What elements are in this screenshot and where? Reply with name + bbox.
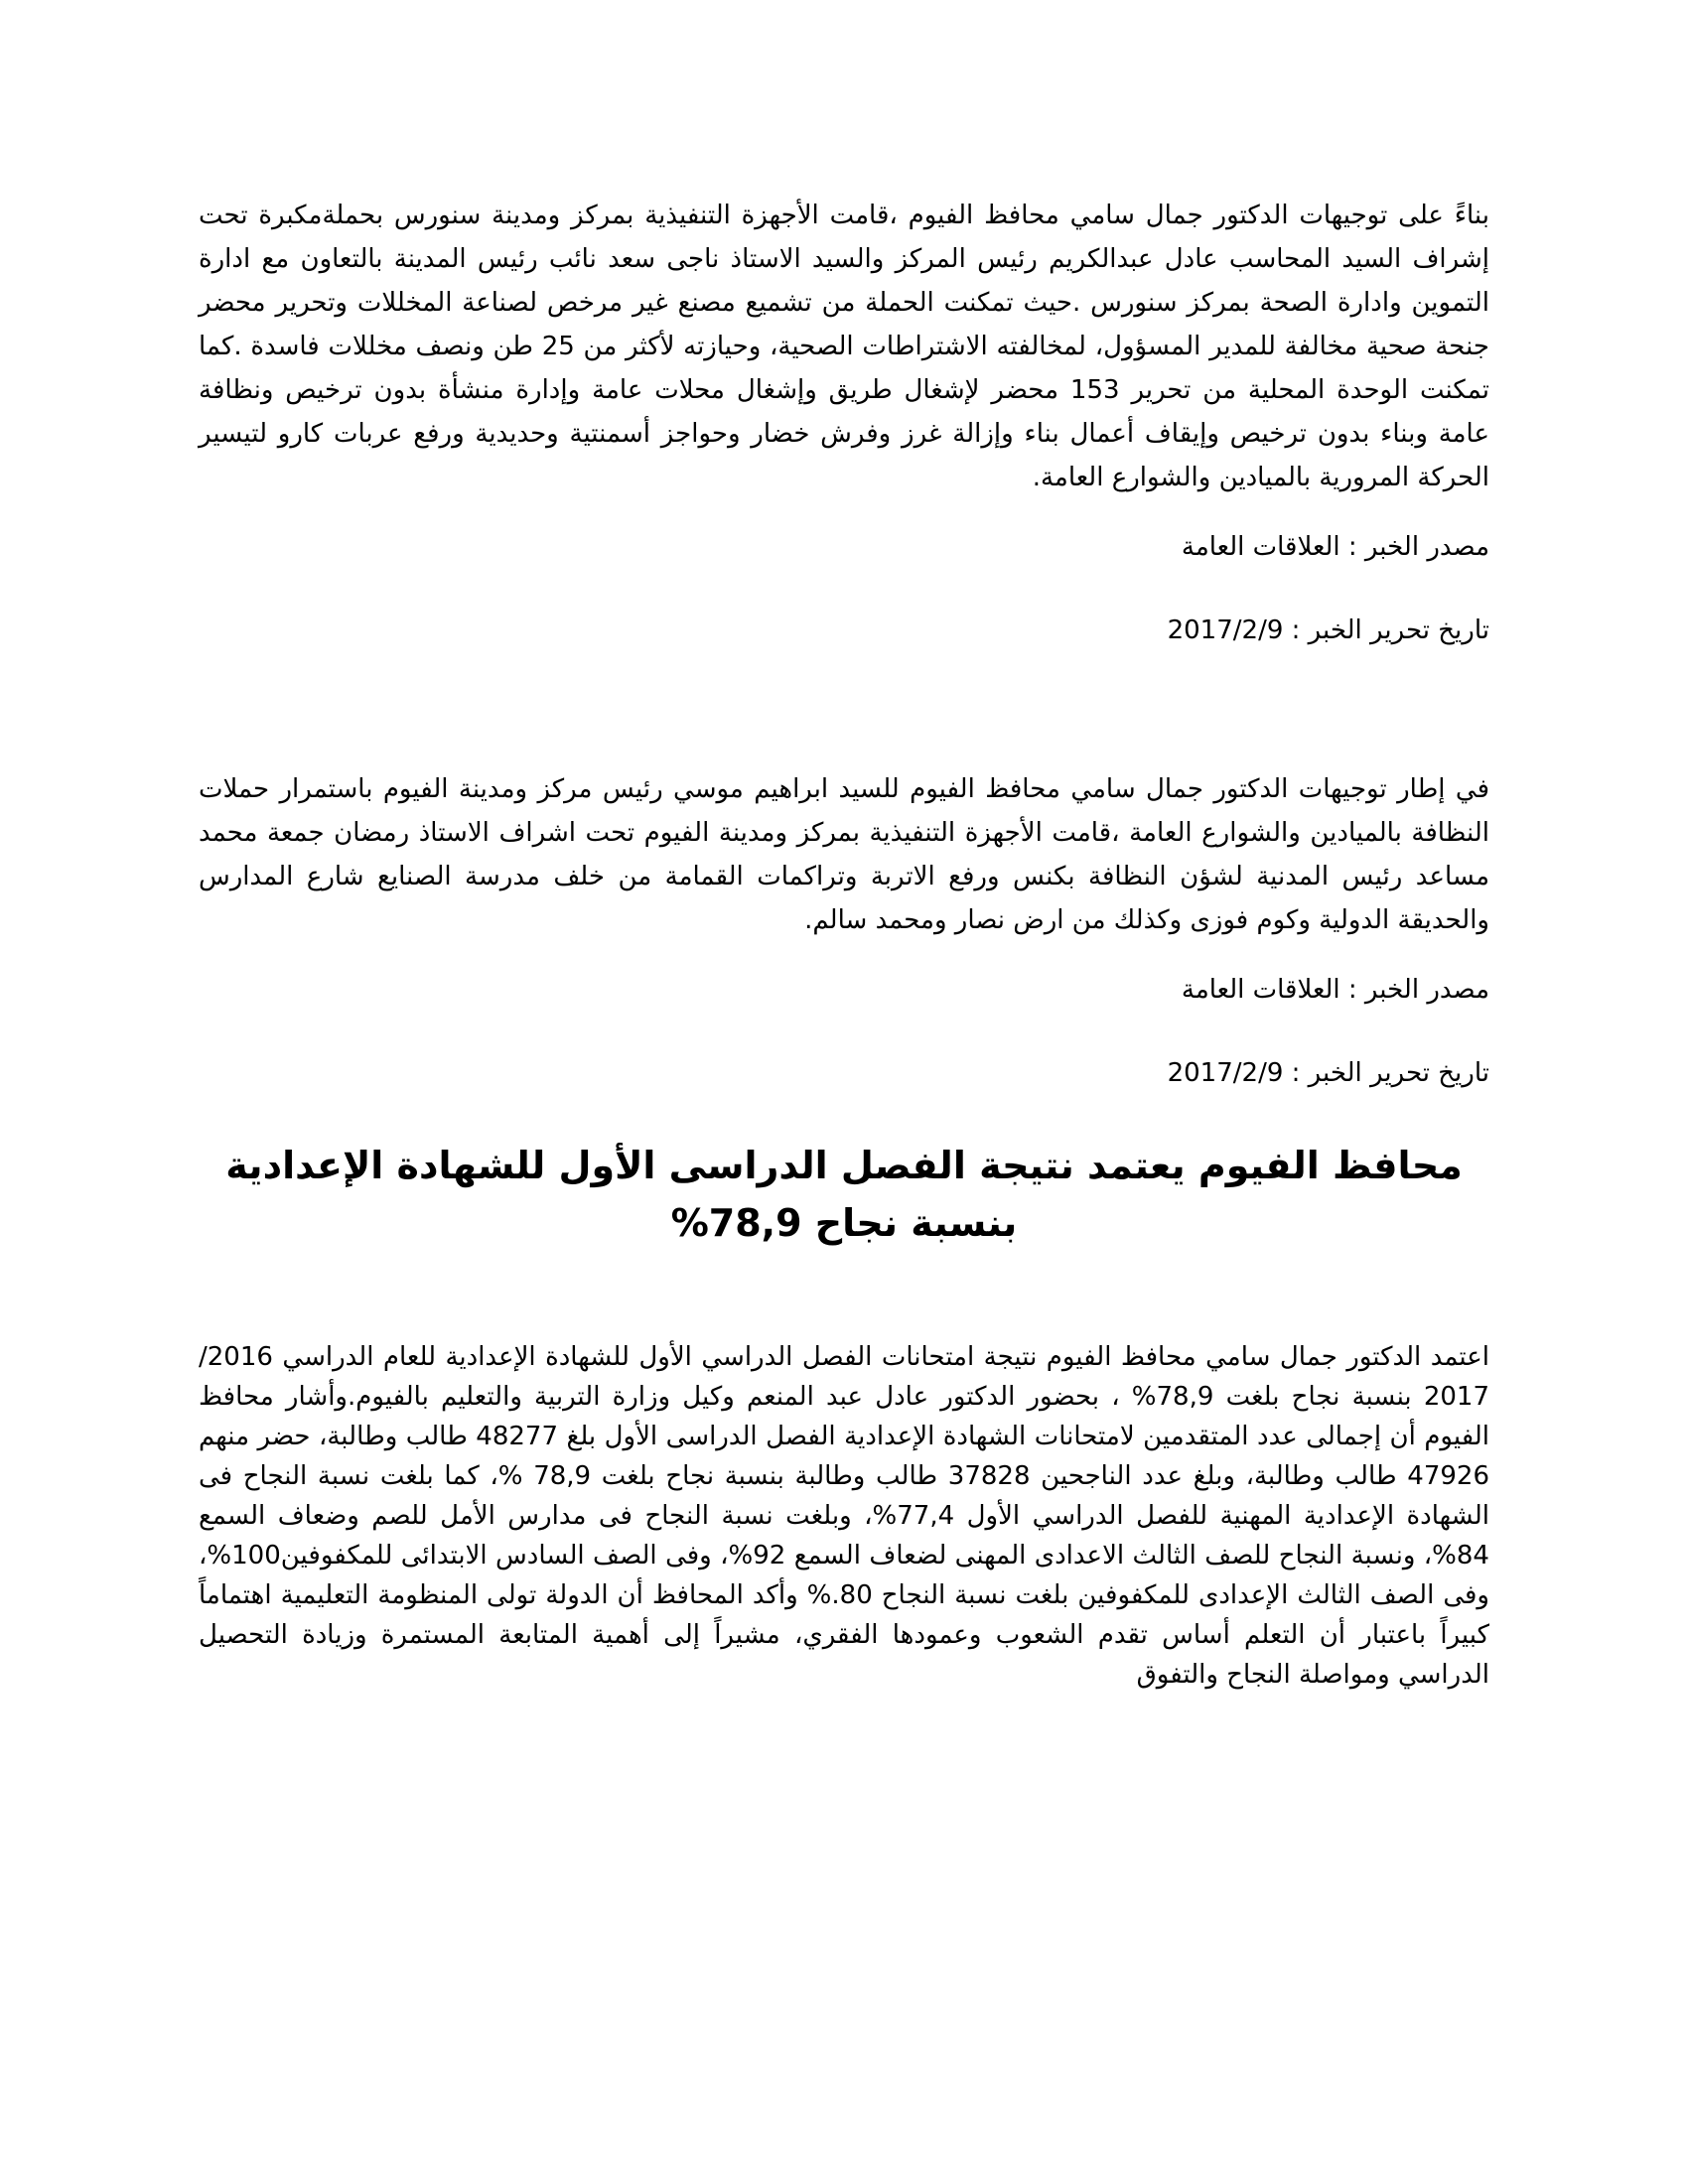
news-source: مصدر الخبر : العلاقات العامة [1181, 532, 1489, 562]
news-date: تاريخ تحرير الخبر : 2017/2/9 [1167, 615, 1489, 645]
news-body: في إطار توجيهات الدكتور جمال سامي محافظ الفيوم للسيد ابراهيم موسي رئيس مركز ومدينة الفيوم باستمرار حملات النظافة بالميادين والشوارع العامة ،قامت الأجهزة التنفيذية بمركز ومدينة الفيوم تحت اشراف الاستاذ رمضان جمعة محمد مساعد رئيس المدنية لشؤن النظافة بكنس ورفع الاتربة وتراكمات القمامة من خلف مدرسة الصنايع شارع المدارس والحديقة الدولية وكوم فوزى وكذلك من ارض نصار ومحمد سالم. [199, 774, 1489, 935]
news-source: مصدر الخبر : العلاقات العامة [1181, 975, 1489, 1005]
news-date: تاريخ تحرير الخبر : 2017/2/9 [1167, 1058, 1489, 1088]
news-item-cleaning-campaign [199, 767, 1489, 1093]
news-headline: محافظ الفيوم يعتمد نتيجة الفصل الدراسى الأول للشهادة الإعدادية بنسبة نجاح 78,9% [225, 1144, 1463, 1245]
news-body: بناءً على توجيهات الدكتور جمال سامي محافظ الفيوم ،قامت الأجهزة التنفيذية بمركز ومدينة سنورس بحملةمكبرة تحت إشراف السيد المحاسب عادل عبدالكريم رئيس المركز والسيد الاستاذ ناجى سعد نائب رئيس المدينة بالتعاون مع ادارة التموين وادارة الصحة بمركز سنورس .حيث تمكنت الحملة من تشميع مصنع غير مرخص لصناعة المخللات وتحرير محضر جنحة صحية مخالفة للمدير المسؤول، لمخالفته الاشتراطات الصحية، وحيازته لأكثر من 25 طن ونصف مخللات فاسدة .كما تمكنت الوحدة المحلية من تحرير 153 محضر لإشغال طريق وإشغال محلات عامة وإدارة منشأة بدون ترخيص ونظافة عامة وبناء بدون ترخيص وإيقاف أعمال بناء وإزالة غرز وفرش خضار وحواجز أسمنتية وحديدية ورفع عربات كارو لتيسير الحركة المرورية بالميادين والشوارع العامة. [199, 201, 1489, 492]
news-item-exam-results [199, 1137, 1489, 1695]
news-body: اعتمد الدكتور جمال سامي محافظ الفيوم نتيجة امتحانات الفصل الدراسي الأول للشهادة الإعدادية للعام الدراسي 2016/ 2017 بنسبة نجاح بلغت 78,9% ، بحضور الدكتور عادل عبد المنعم وكيل وزارة التربية والتعليم بالفيوم.وأشار محافظ الفيوم أن إجمالى عدد المتقدمين لامتحانات الشهادة الإعدادية الفصل الدراسى الأول بلغ 48277 طالب وطالبة، حضر منهم 47926 طالب وطالبة، وبلغ عدد الناجحين 37828 طالب وطالبة بنسبة نجاح بلغت 78,9 %، كما بلغت نسبة النجاح فى الشهادة الإعدادية المهنية للفصل الدراسي الأول 77,4%، وبلغت نسبة النجاح فى مدارس الأمل للصم وضعاف السمع 84%، ونسبة النجاح للصف الثالث الاعدادى المهنى لضعاف السمع 92%، وفى الصف السادس الابتدائى للمكفوفين100%، وفى الصف الثالث الإعدادى للمكفوفين بلغت نسبة النجاح 80.% وأكد المحافظ أن الدولة تولى المنظومة التعليمية اهتماماً كبيراً باعتبار أن التعلم أساس تقدم الشعوب وعمودها الفقري، مشيراً إلى أهمية المتابعة المستمرة وزيادة التحصيل الدراسي ومواصلة النجاح والتفوق [199, 1342, 1490, 1690]
news-item-sinnuris-campaign [199, 194, 1489, 650]
document-page [199, 194, 1489, 1695]
